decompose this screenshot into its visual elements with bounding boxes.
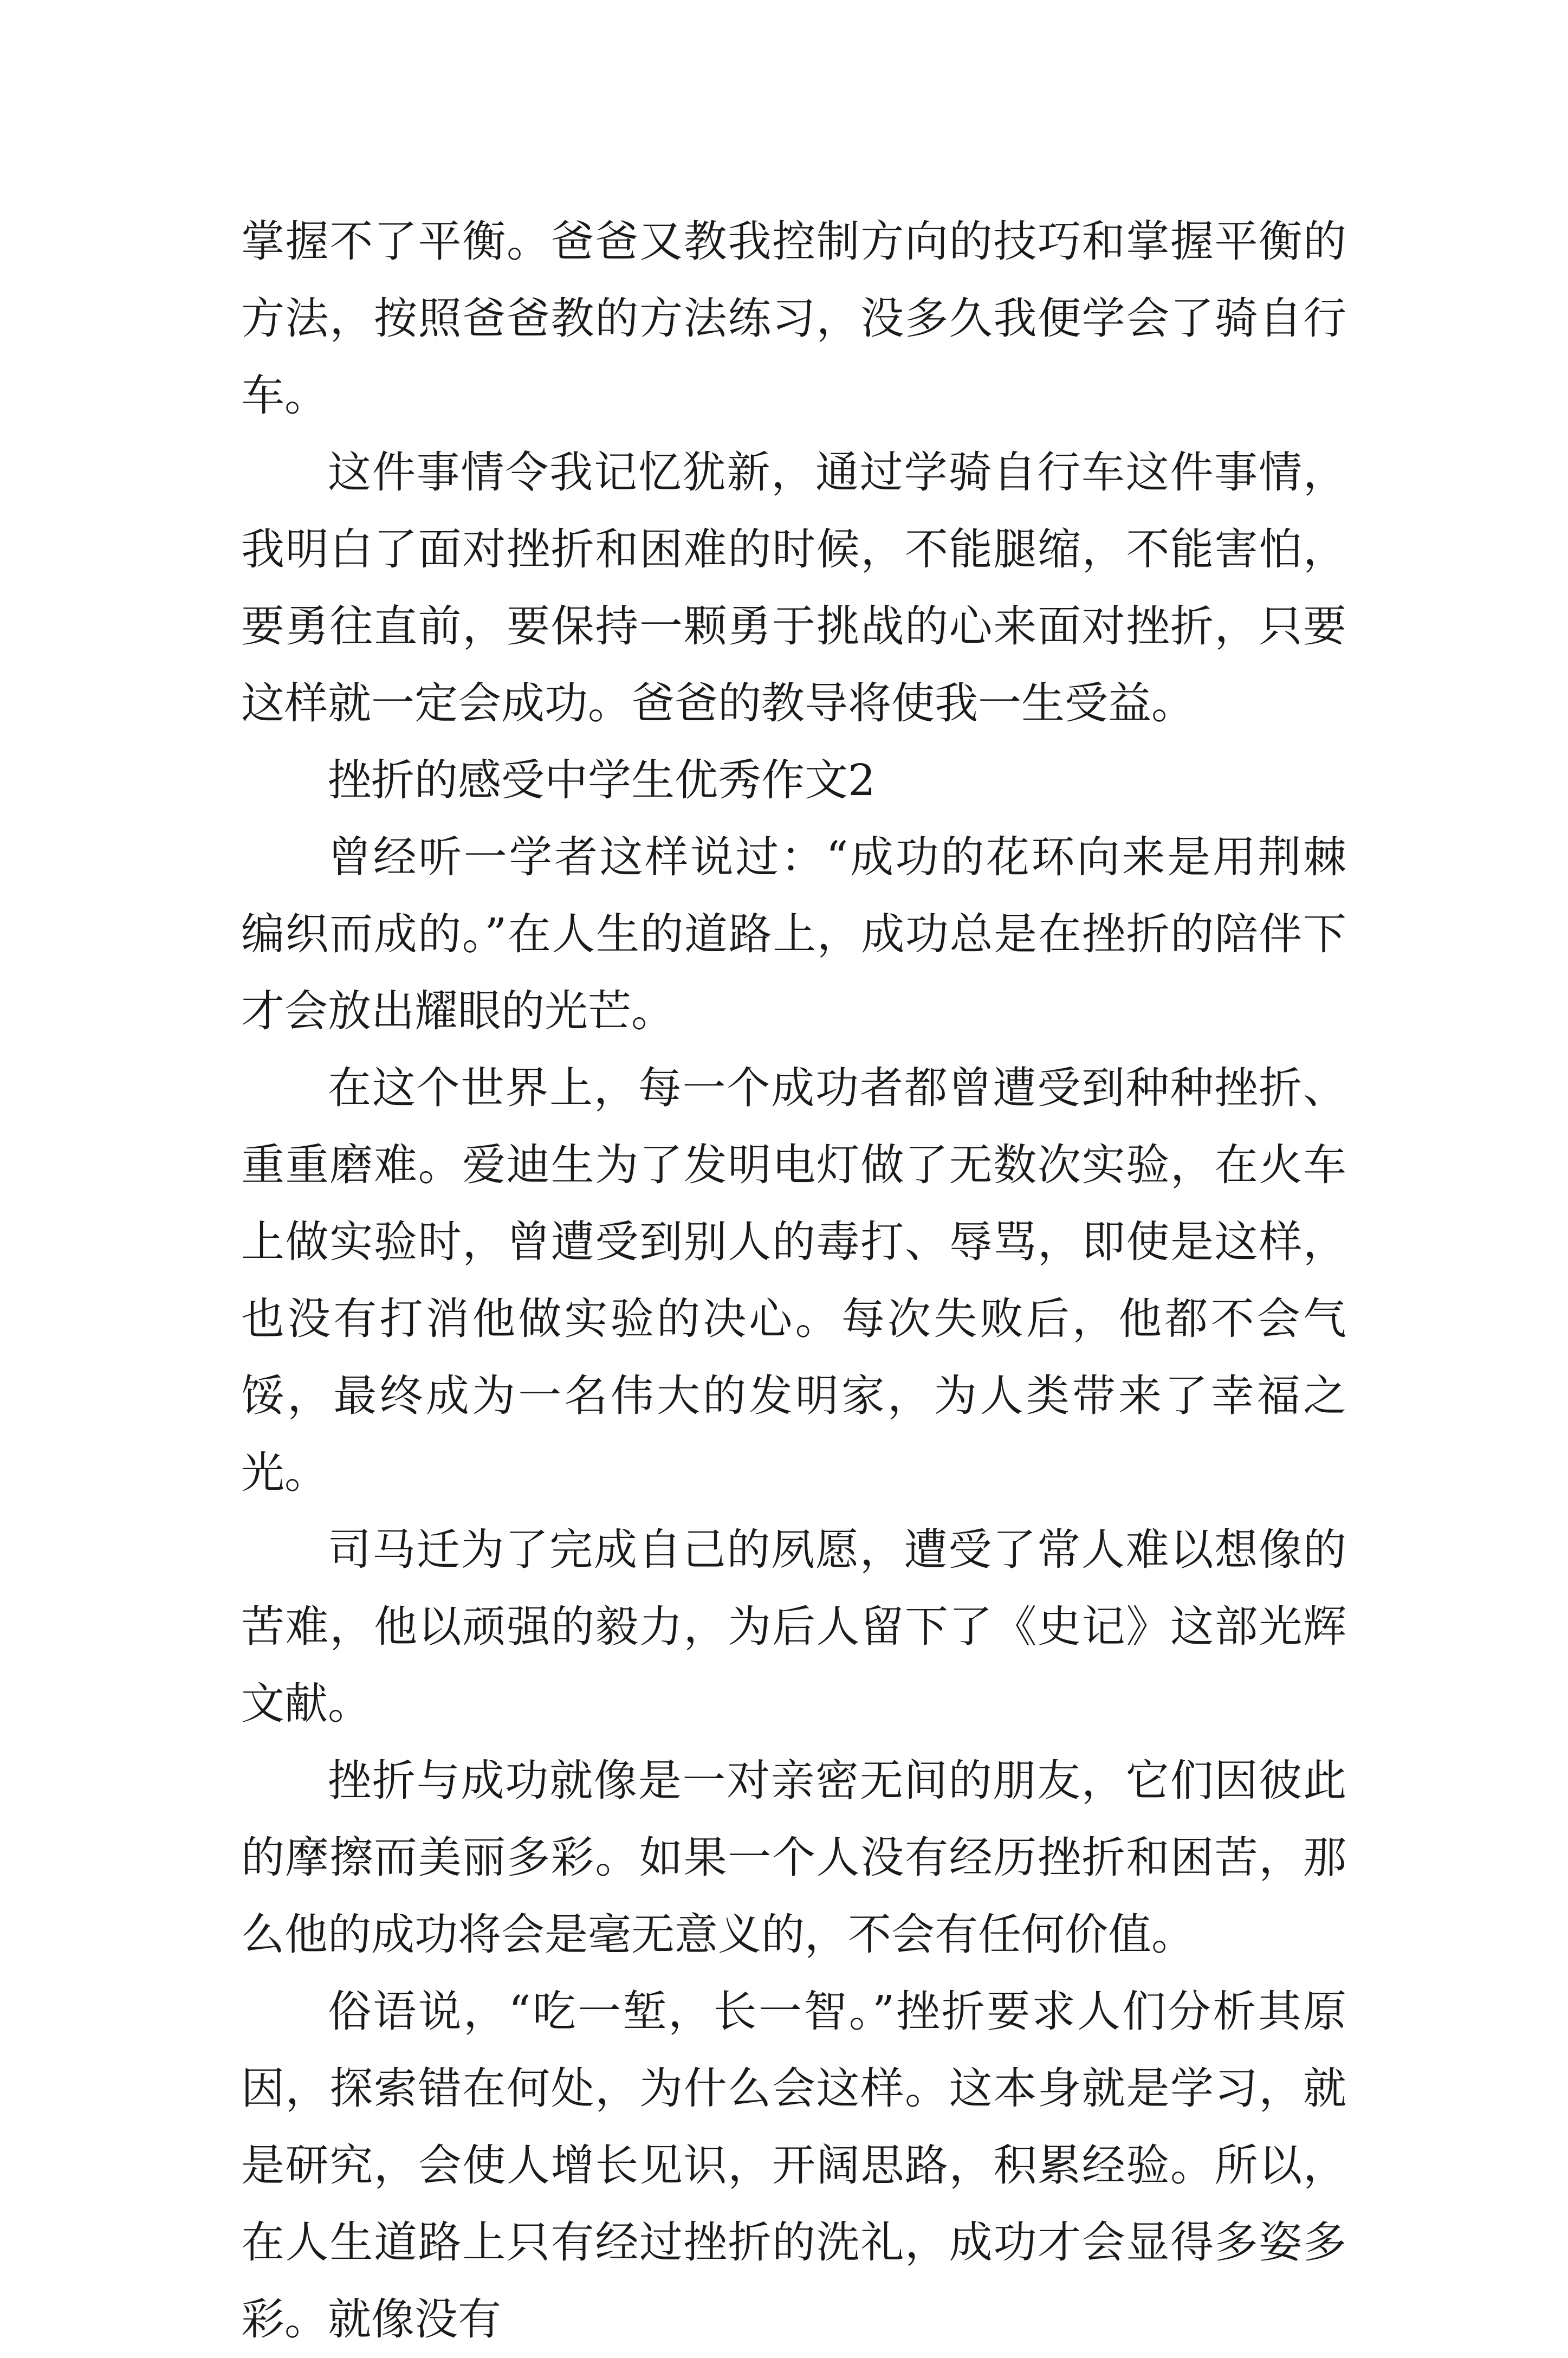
paragraph-1: 掌握不了平衡。爸爸又教我控制方向的技巧和掌握平衡的方法，按照爸爸教的方法练习，没多久我便学会了骑自行车。 <box>241 216 1346 421</box>
paragraph-5: 司马迁为了完成自己的夙愿，遭受了常人难以想像的苦难，他以顽强的毅力，为后人留下了《史记》这部光辉文献。 <box>241 1524 1346 1729</box>
paragraph-2: 这件事情令我记忆犹新，通过学骑自行车这件事情，我明白了面对挫折和困难的时候，不能腿缩，不能害怕，要勇往直前，要保持一颗勇于挑战的心来面对挫折，只要这样就一定会成功。爸爸的教导将使我一生受益。 <box>241 447 1346 728</box>
section-heading: 挫折的感受中学生优秀作文2 <box>328 755 876 805</box>
document-body <box>241 203 1346 2358</box>
paragraph-4: 在这个世界上，每一个成功者都曾遭受到种种挫折、重重磨难。爱迪生为了发明电灯做了无数次实验，在火车上做实验时，曾遭受到别人的毒打、辱骂，即使是这样，也没有打消他做实验的决心。每次失败后，他都不会气馁，最终成为一名伟大的发明家，为人类带来了幸福之光。 <box>241 1063 1346 1498</box>
paragraph-7: 俗语说，“吃一堑，长一智。”挫折要求人们分析其原因，探索错在何处，为什么会这样。这本身就是学习，就是研究，会使人增长见识，开阔思路，积累经验。所以，在人生道路上只有经过挫折的洗礼，成功才会显得多姿多彩。就像没有 <box>241 1986 1346 2344</box>
paragraph-3: 曾经听一学者这样说过：“成功的花环向来是用荆棘编织而成的。”在人生的道路上，成功总是在挫折的陪伴下才会放出耀眼的光芒。 <box>241 832 1346 1036</box>
paragraph-6: 挫折与成功就像是一对亲密无间的朋友，它们因彼此的摩擦而美丽多彩。如果一个人没有经历挫折和困苦，那么他的成功将会是毫无意义的，不会有任何价值。 <box>241 1755 1346 1960</box>
